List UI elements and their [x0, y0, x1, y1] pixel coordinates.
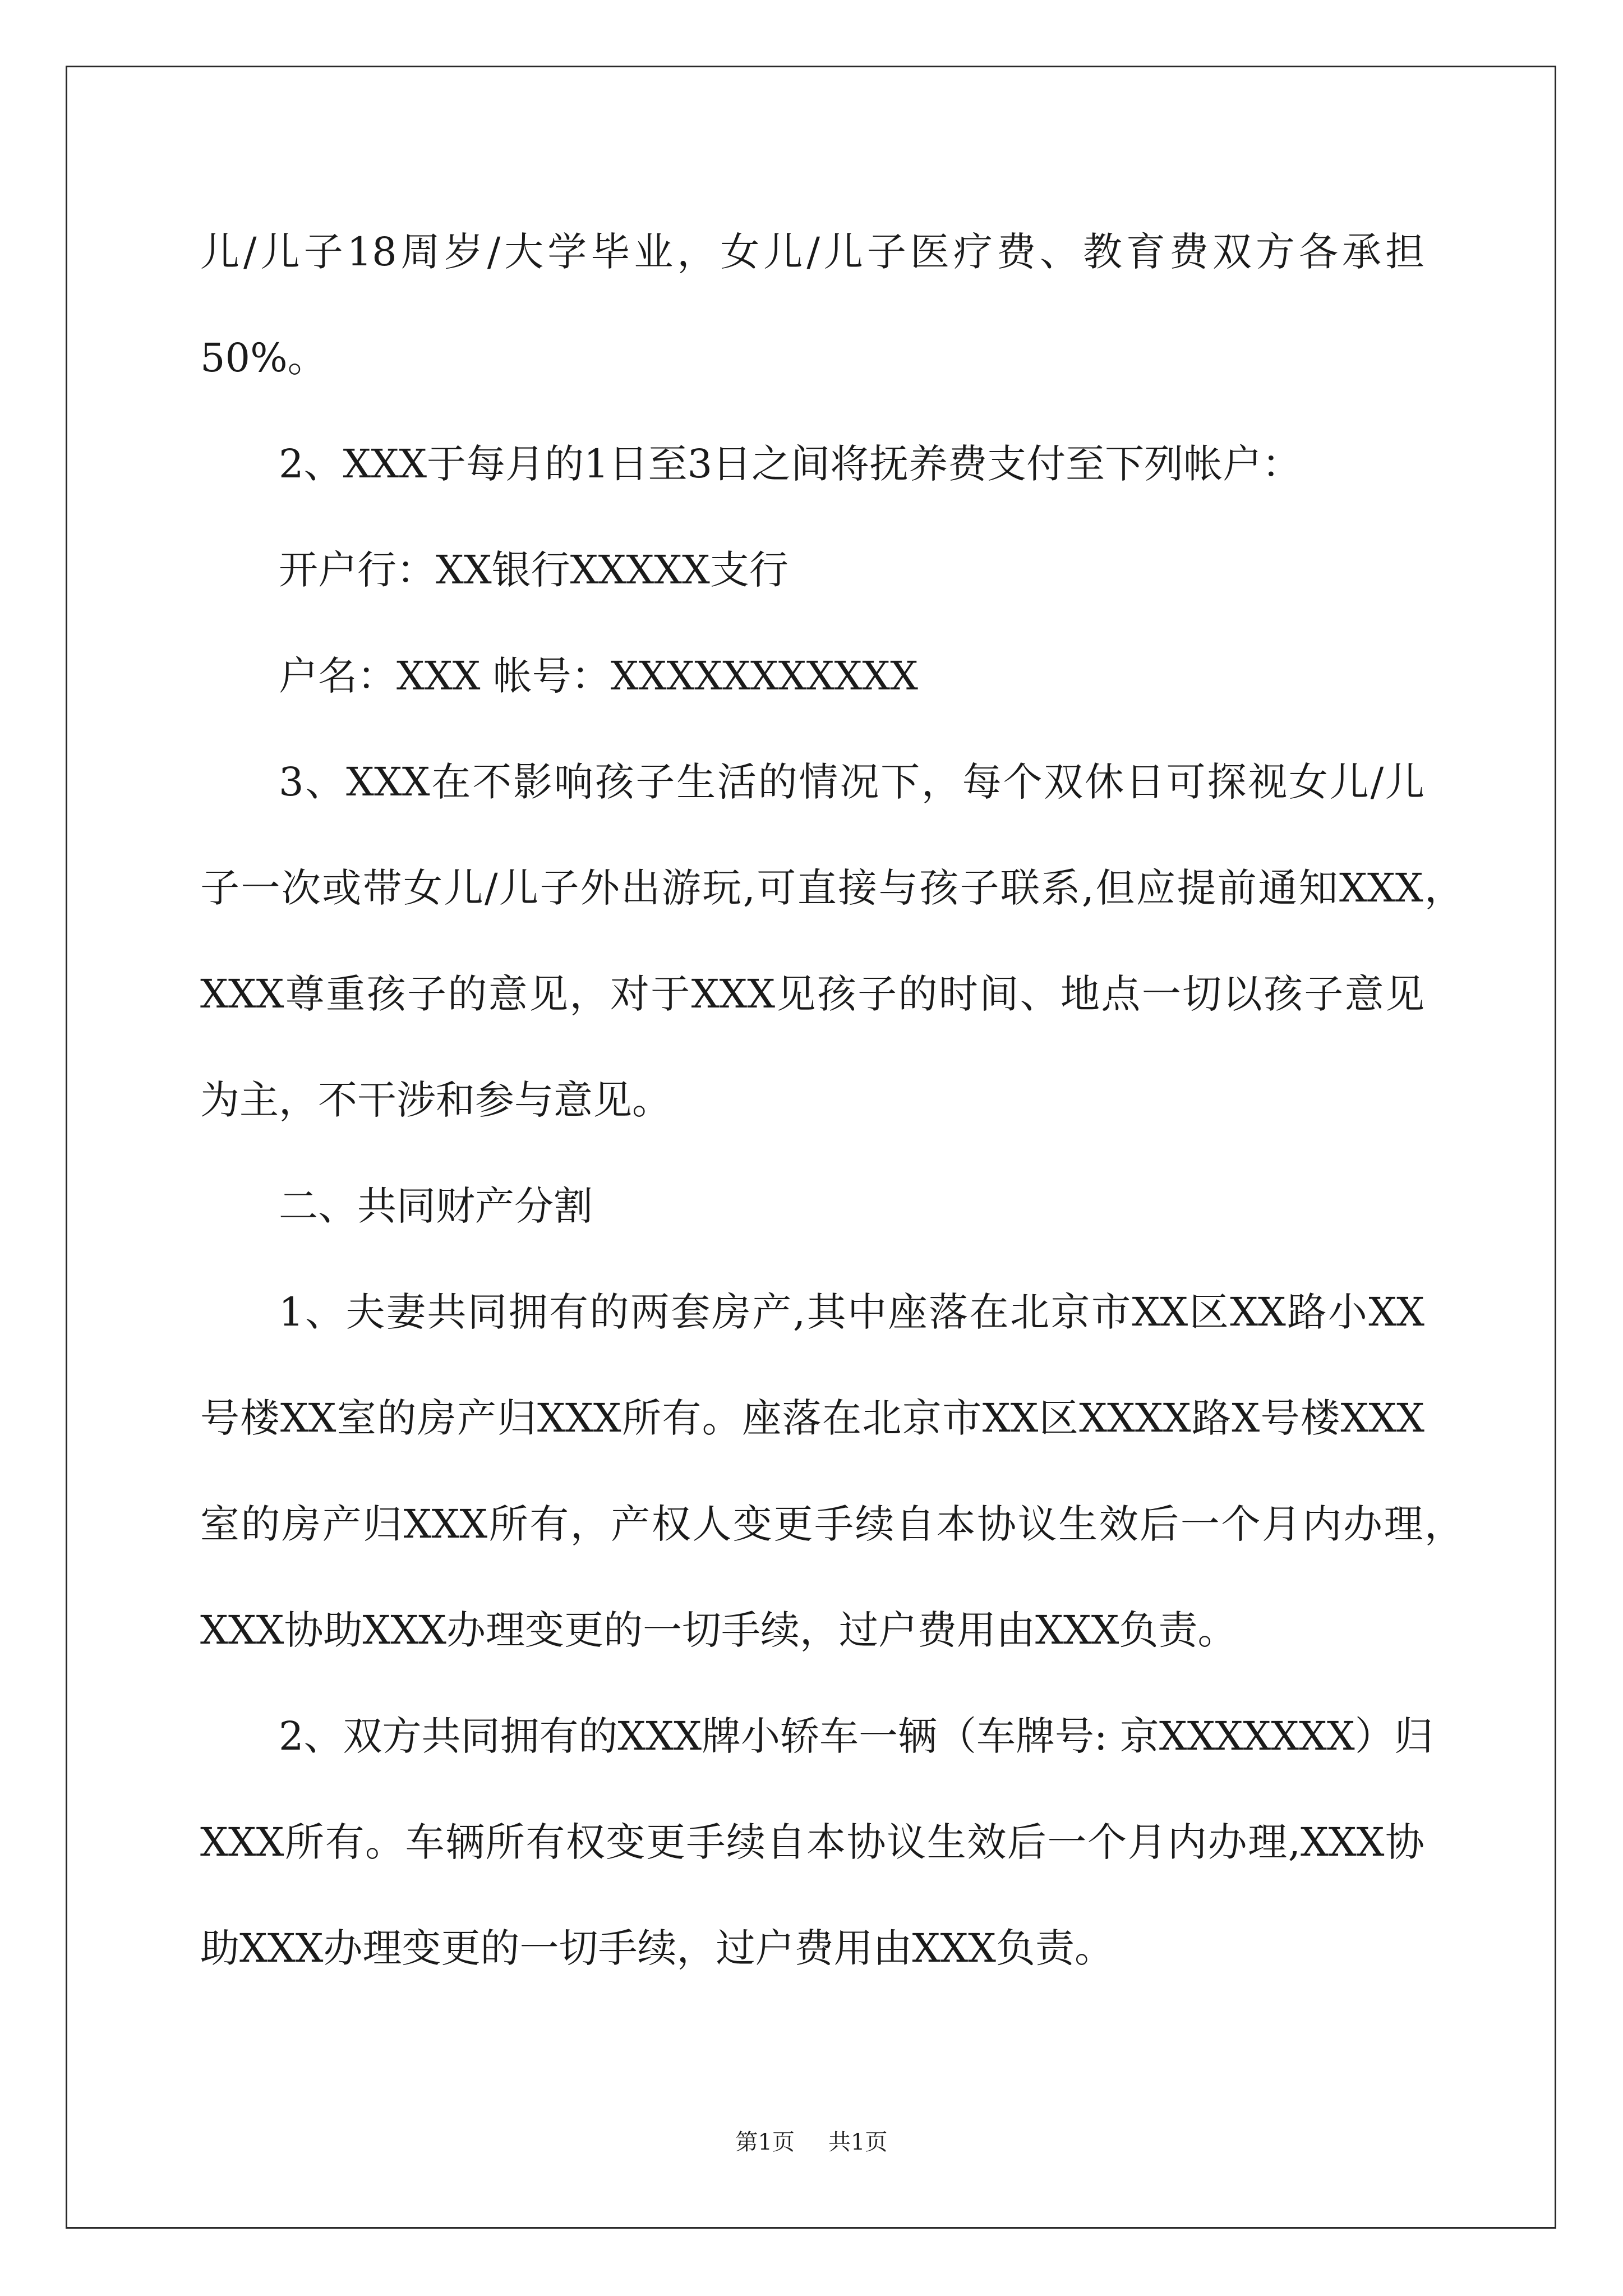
- paragraph-bank-name: [200, 517, 1424, 623]
- body-line: XXX协助XXX办理变更的一切手续，过户费用由XXX负责。: [200, 1607, 1237, 1653]
- paragraph-visitation: [200, 729, 1464, 1153]
- document-body: [200, 199, 1464, 2001]
- body-line: 1、夫妻共同拥有的两套房产,其中座落在北京市XX区XX路小XX: [279, 1289, 1424, 1335]
- body-line: 助XXX办理变更的一切手续，过户费用由XXX负责。: [200, 1925, 1114, 1971]
- paragraph-account-info: [200, 623, 1424, 729]
- body-line: 儿/儿子18周岁/大学毕业，女儿/儿子医疗费、教育费双方各承担: [200, 229, 1424, 275]
- paragraph-education-costs-continued: [200, 199, 1424, 411]
- paragraph-payment-schedule: [200, 411, 1424, 517]
- paragraph-vehicle: [200, 1683, 1433, 2001]
- paragraph-real-estate: [200, 1259, 1464, 1683]
- body-line: 为主，不干涉和参与意见。: [200, 1077, 671, 1123]
- body-line: 2、双方共同拥有的XXX牌小轿车一辆（车牌号: 京XXXXXXX）归: [279, 1713, 1433, 1759]
- body-line: 开户行：XX银行XXXXX支行: [279, 547, 789, 593]
- body-line: 室的房产归XXX所有，产权人变更手续自本协议生效后一个月内办理，: [200, 1501, 1464, 1547]
- body-line: 子一次或带女儿/儿子外出游玩,可直接与孩子联系,但应提前通知XXX，: [200, 865, 1464, 911]
- body-line: 3、XXX在不影响孩子生活的情况下，每个双休日可探视女儿/儿: [279, 759, 1424, 805]
- body-line: XXX尊重孩子的意见，对于XXX见孩子的时间、地点一切以孩子意见: [200, 971, 1424, 1017]
- heading-property-division: [200, 1153, 1424, 1259]
- page-footer: [0, 2128, 1623, 2156]
- section-heading: 二、共同财产分割: [279, 1183, 593, 1229]
- body-line: 50%。: [200, 335, 327, 381]
- body-line: 户名：XXX 帐号：XXXXXXXXXXX: [279, 653, 918, 699]
- body-line: XXX所有。车辆所有权变更手续自本协议生效后一个月内办理,XXX协: [200, 1819, 1424, 1865]
- page-number: 第1页: [735, 2129, 795, 2155]
- page-total: 共1页: [828, 2129, 888, 2155]
- body-line: 号楼XX室的房产归XXX所有。座落在北京市XX区XXXX路X号楼XXX: [200, 1395, 1424, 1441]
- body-line: 2、XXX于每月的1日至3日之间将抚养费支付至下列帐户：: [279, 441, 1302, 487]
